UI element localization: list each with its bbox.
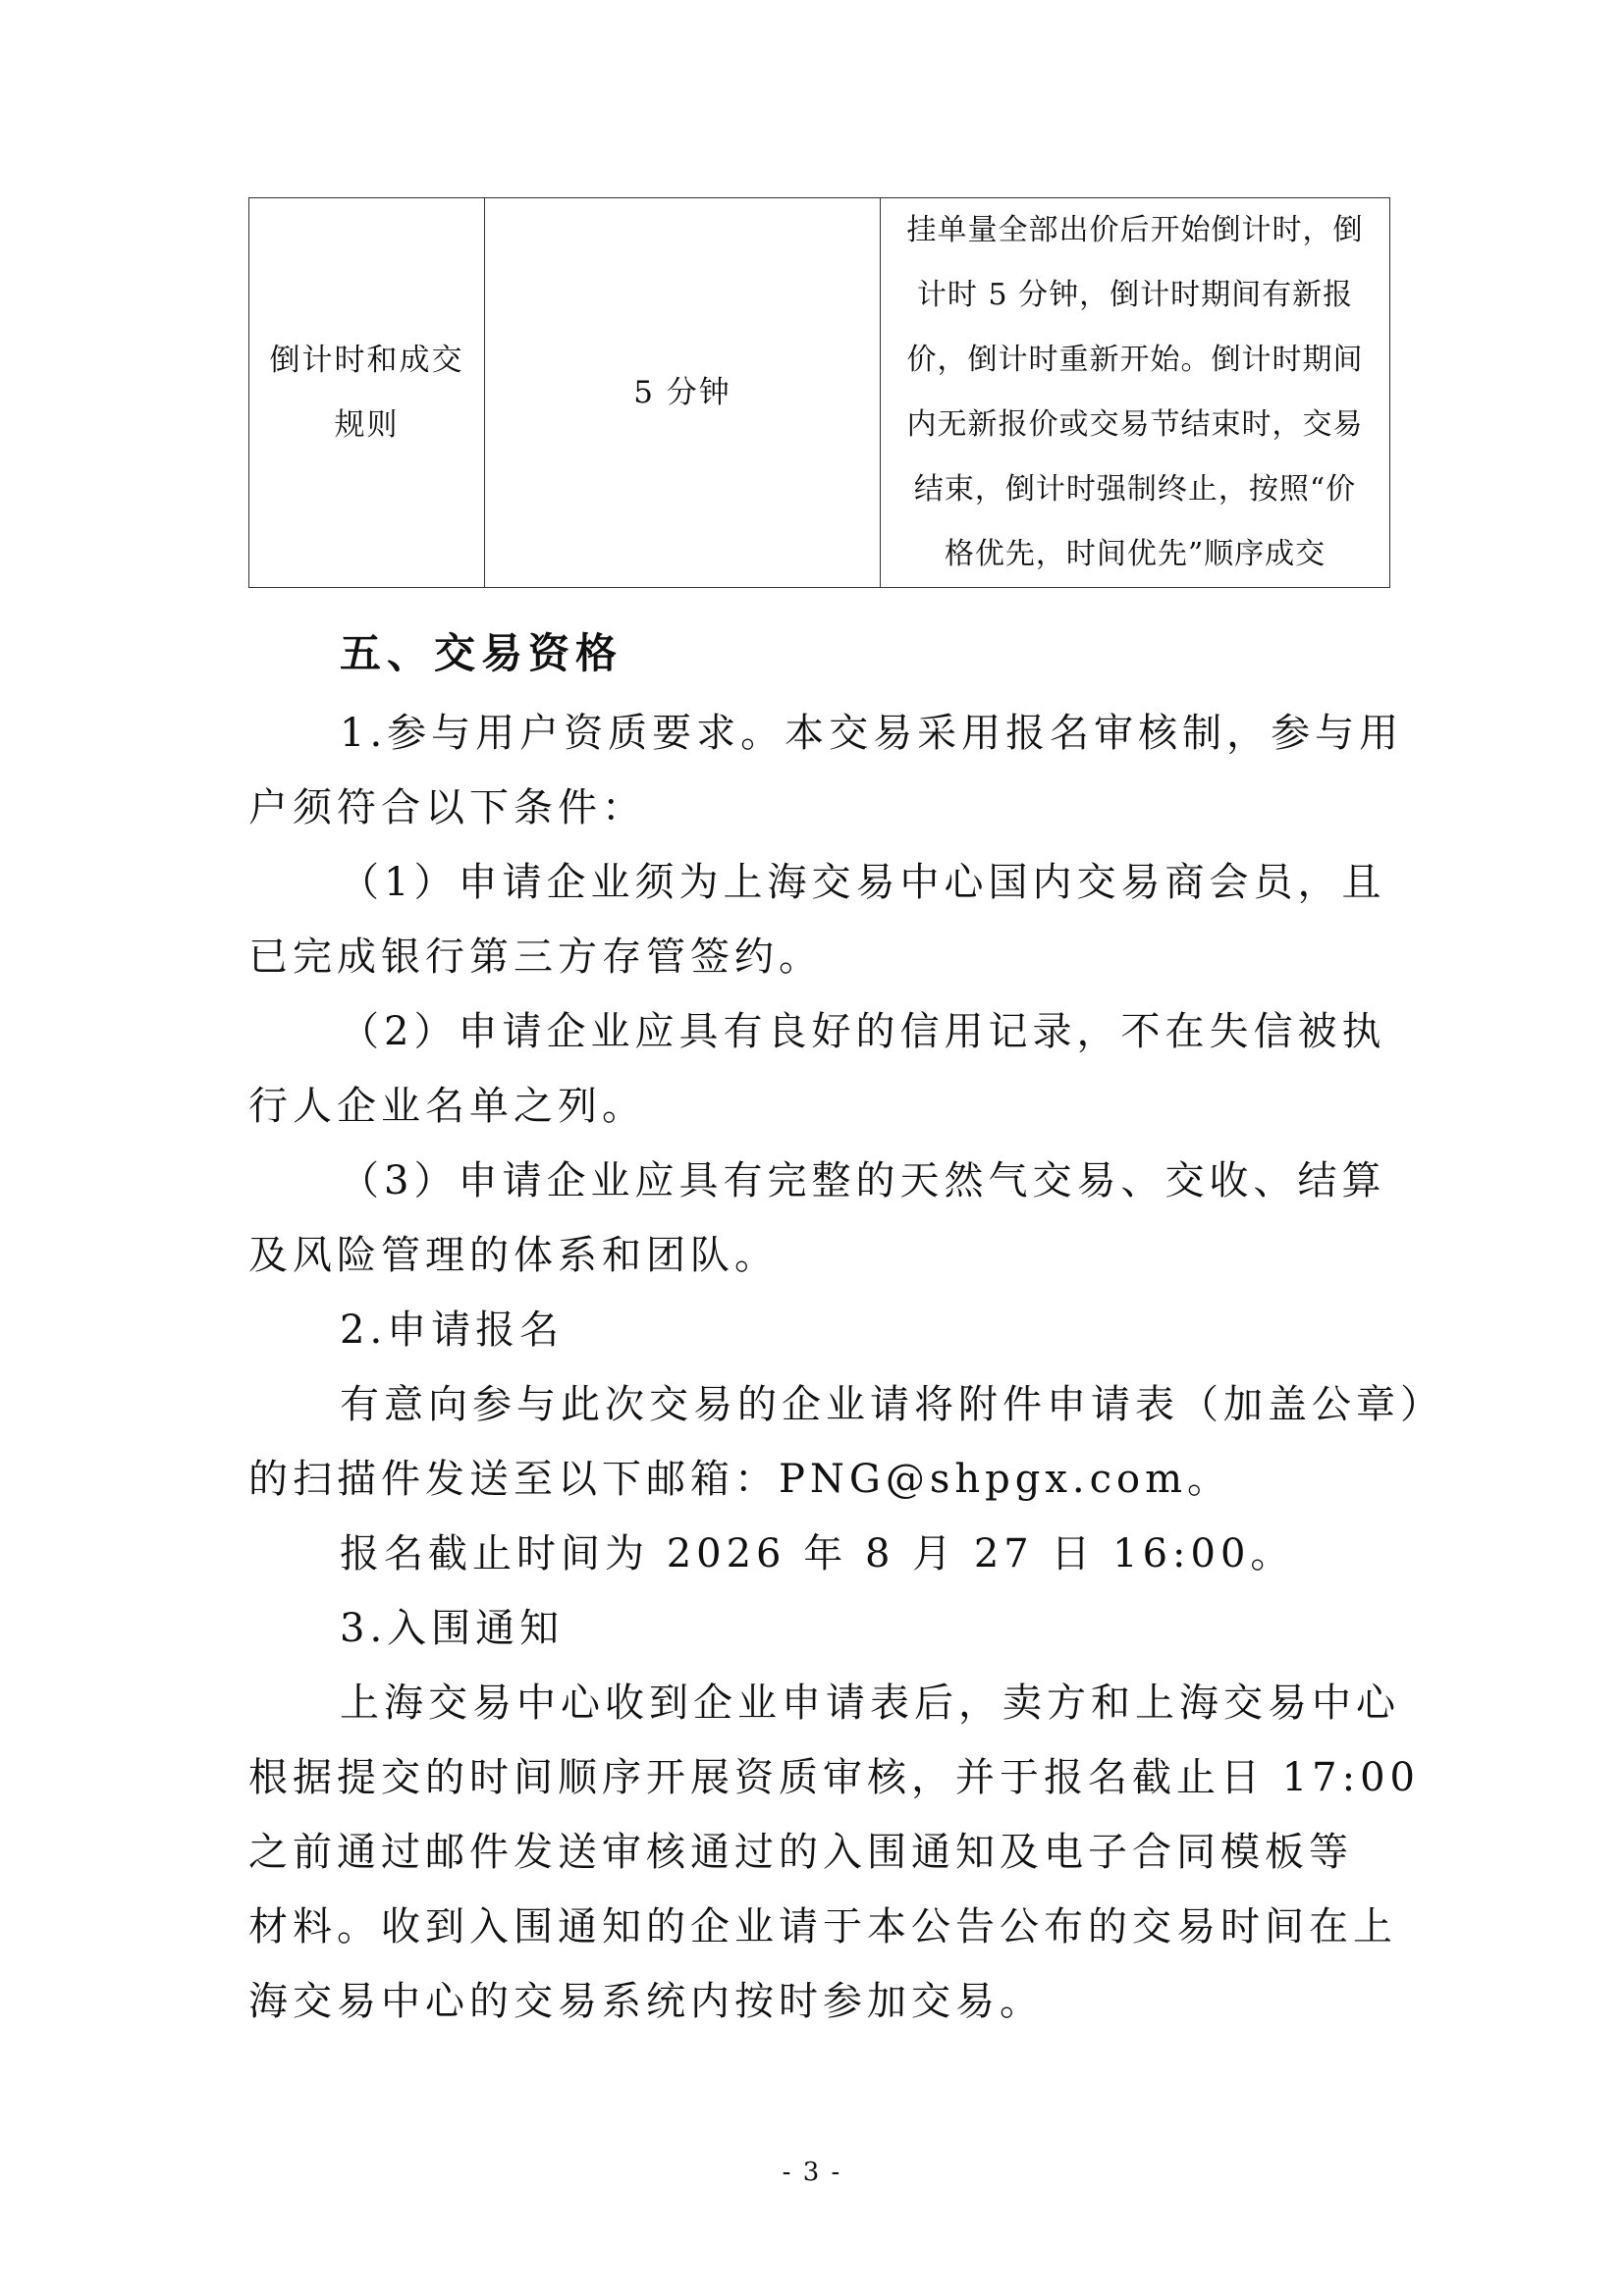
paragraph-line: 的扫描件发送至以下邮箱：PNG@shpgx.com。: [248, 1457, 1232, 1502]
rule-description-line: 挂单量全部出价后开始倒计时，倒: [906, 213, 1364, 247]
paragraph-line: 上海交易中心收到企业申请表后，卖方和上海交易中心: [340, 1681, 1400, 1726]
paragraph-line: 之前通过邮件发送审核通过的入围通知及电子合同模板等: [248, 1830, 1353, 1875]
section-heading: 五、交易资格: [340, 629, 623, 677]
subheading: 3.入围通知: [340, 1606, 565, 1651]
rule-description-cell: [881, 198, 1390, 588]
rule-description-line: 结束，倒计时强制终止，按照“价: [913, 472, 1357, 507]
paragraph-line: 根据提交的时间顺序开展资质审核，并于报名截止日 17:00: [248, 1755, 1420, 1800]
paragraph-line: （2）申请企业应具有良好的信用记录，不在失信被执: [340, 1009, 1386, 1054]
trading-rules-table: [248, 197, 1390, 588]
paragraph-line: 1.参与用户资质要求。本交易采用报名审核制，参与用: [340, 711, 1404, 756]
rule-label-line: 规则: [334, 407, 400, 443]
paragraph-line: 户须符合以下条件：: [248, 785, 646, 830]
paragraph-line: （1）申请企业须为上海交易中心国内交易商会员，且: [340, 860, 1386, 905]
rule-description-line: 内无新报价或交易节结束时，交易: [906, 407, 1364, 442]
paragraph-line: 海交易中心的交易系统内按时参加交易。: [248, 1979, 1044, 2024]
paragraph-line: 已完成银行第三方存管签约。: [248, 934, 823, 980]
paragraph-line: 行人企业名单之列。: [248, 1084, 646, 1129]
rule-value-cell: [485, 198, 881, 588]
paragraph-line: 材料。收到入围通知的企业请于本公告公布的交易时间在上: [248, 1904, 1397, 1949]
page-number: - 3 -: [782, 2158, 842, 2187]
rule-description-line: 格优先，时间优先”顺序成交: [944, 537, 1326, 571]
rule-description-line: 计时 5 分钟，倒计时期间有新报: [916, 278, 1354, 312]
paragraph-line: 报名截止时间为 2026 年 8 月 27 日 16:00。: [340, 1531, 1295, 1576]
rule-label-cell: [249, 198, 485, 588]
paragraph-line: 有意向参与此次交易的企业请将附件申请表（加盖公章）: [340, 1382, 1444, 1427]
subheading: 2.申请报名: [340, 1308, 565, 1353]
paragraph-line: 及风险管理的体系和团队。: [248, 1233, 779, 1278]
rule-value: 5 分钟: [633, 375, 731, 410]
paragraph-line: （3）申请企业应具有完整的天然气交易、交收、结算: [340, 1158, 1386, 1203]
rule-description-line: 价，倒计时重新开始。倒计时期间: [906, 343, 1364, 377]
table-row: [249, 198, 1390, 588]
rule-label-line: 倒计时和成交: [269, 343, 464, 378]
